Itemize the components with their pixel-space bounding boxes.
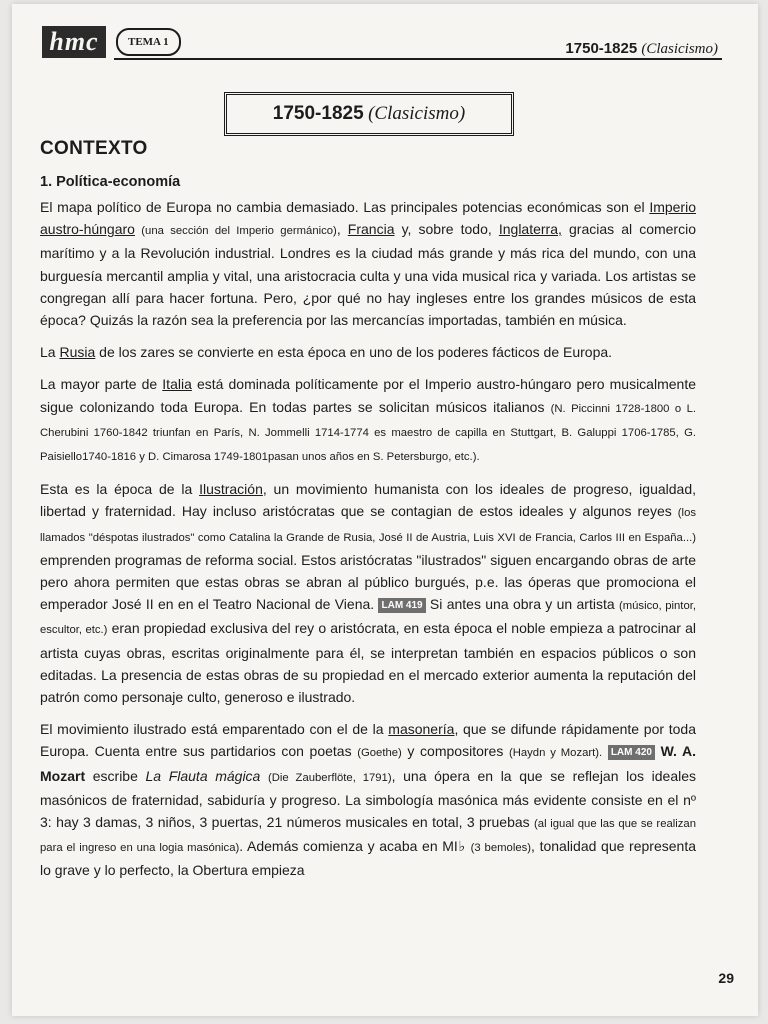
- note-run: (N. Piccinni 1728-1800 o L. Cherubini 1760-1842 triunfan en París, N. Jommelli 1714-1774 es maestro de capilla en Stuttgart, B. Galuppi 1706-1785, G. Paisiello1740-1816 y D. Cimarosa 1749-1801pasan unos años en S. Petersburgo, etc.).: [40, 402, 696, 464]
- text-run: , una ópera en la que se reflejan los ideales masónicos de fraternidad, sabiduría y progreso. La simbología masónica más evidente consiste en el nº 3: hay 3 damas, 3 niños, 3 puertas, 21 números musicales en total, 3 pruebas: [40, 767, 697, 831]
- lam-419-badge: LAM 419: [378, 598, 425, 613]
- composer-name: W. A. Mozart: [40, 743, 696, 784]
- header-divider: [114, 58, 722, 60]
- text-run: y compositores: [401, 743, 509, 760]
- text-run: , que se difunde rápidamente por toda Europa. Cuenta entre sus partidarios con poetas: [40, 721, 696, 760]
- page-content: [40, 138, 696, 892]
- paragraph-rusia: [40, 341, 696, 363]
- term-masoneria: masonería: [388, 721, 455, 738]
- term-francia: Francia: [347, 221, 395, 238]
- text-run: , un movimiento humanista con los ideales de progreso, igualdad, libertad y fraternidad. Hay incluso aristócratas que se contagian de estos ideales y algunos reyes: [40, 481, 696, 520]
- text-run: está dominada políticamente por el Imperio austro-húngaro pero musicalmente sigue colonizando toda Europa. En todas partes se solicitan músicos italianos: [40, 376, 696, 415]
- section-heading: CONTEXTO: [40, 138, 148, 159]
- work-title: La Flauta mágica: [145, 767, 261, 784]
- term-imperio-austro-hungaro: Imperio austro-húngaro: [40, 199, 696, 238]
- note-run: (3 bemoles): [470, 842, 532, 855]
- text-run: . Además comienza y acaba en MI♭: [239, 838, 471, 855]
- paragraph-masoneria: [40, 718, 696, 881]
- text-run: La: [40, 344, 60, 361]
- chapter-title-box: [224, 92, 514, 136]
- chapter-title-years: 1750-1825: [272, 103, 364, 124]
- text-run: El movimiento ilustrado está emparentado con el de la: [40, 721, 389, 738]
- note-run: (Die Zauberflöte, 1791): [267, 771, 392, 784]
- subheading: 1. Política-economía: [40, 174, 181, 190]
- text-run: Esta es la época de la: [40, 481, 200, 498]
- text-run: [260, 768, 268, 784]
- text-run: ,: [336, 221, 348, 238]
- term-italia: Italia: [162, 376, 192, 393]
- header-period: [565, 40, 718, 58]
- page-header: [42, 24, 722, 66]
- note-run: (músico, pintor, escultor, etc.): [40, 600, 696, 637]
- header-period-era: (Clasicismo): [641, 41, 718, 57]
- page-number: 29: [718, 970, 734, 986]
- paragraph-politics: [40, 196, 696, 331]
- note-run: (al igual que las que se realizan para el ingreso en una logia masónica): [40, 818, 696, 855]
- book-page: [12, 4, 758, 1016]
- header-period-years: 1750-1825: [565, 40, 638, 57]
- text-run: Si antes una obra y un artista: [425, 596, 619, 613]
- note-run: (una sección del Imperio germánico): [134, 225, 337, 238]
- text-run: escribe: [85, 767, 146, 784]
- text-run: y, sobre todo,: [394, 221, 499, 238]
- note-run: (Goethe): [357, 747, 402, 760]
- note-run: (Haydn y Mozart).: [508, 747, 603, 760]
- text-run: gracias al comercio marítimo y a la Revolución industrial. Londres es la ciudad más grande y más rica del mundo, con una burguesía mercantil amplia y vital, una aristocracia culta y una vida musical rica y variada. Los artistas se congregan allí para hacer fortuna. Pero, ¿por qué no hay ingleses entre los grandes músicos de esta época? Quizás la razón sea la preferencia por las mercancías importadas, también en música.: [40, 221, 696, 329]
- term-inglaterra: Inglaterra,: [498, 221, 562, 238]
- text-run: El mapa político de Europa no cambia demasiado. Las principales potencias económicas son el: [40, 199, 650, 215]
- text-run: eran propiedad exclusiva del rey o aristócrata, en esta época el noble empieza a patrocinar al artista cuyas obras, escritas originalmente para él, se interpretan también en espacios públicos o son editadas. La presencia de estas obras de su propiedad en el mercado exterior aumenta la reputación del patrón como personaje culto, generoso e ilustrado.: [40, 620, 696, 706]
- paragraph-italia: [40, 373, 696, 468]
- paragraph-ilustracion: [40, 478, 696, 708]
- term-ilustracion: Ilustración: [199, 481, 263, 498]
- lam-420-badge: LAM 420: [608, 745, 655, 760]
- text-run: emprenden programas de reforma social. Estos aristócratas "ilustrados" siguen encargando obras de arte pero ahora permiten que estas obras se abran al público burgués, p.e. las óperas que promociona el emperador José II en en el Teatro Nacional de Viena.: [40, 551, 696, 613]
- term-rusia: Rusia: [59, 344, 96, 361]
- chapter-title-era: (Clasicismo): [368, 103, 466, 124]
- tema-badge: TEMA 1: [116, 28, 181, 56]
- text-run: de los zares se convierte en esta época en uno de los poderes fácticos de Europa.: [95, 344, 613, 361]
- publisher-logo: hmc: [42, 26, 106, 58]
- text-run: La mayor parte de: [40, 376, 163, 393]
- text-run: , tonalidad que representa lo grave y lo perfecto, la Obertura empieza: [40, 838, 696, 879]
- note-run: (los llamados "déspotas ilustrados" como Catalina la Grande de Rusia, José II de Austria, Luis XVI de Francia, Carlos III en España...): [40, 507, 696, 544]
